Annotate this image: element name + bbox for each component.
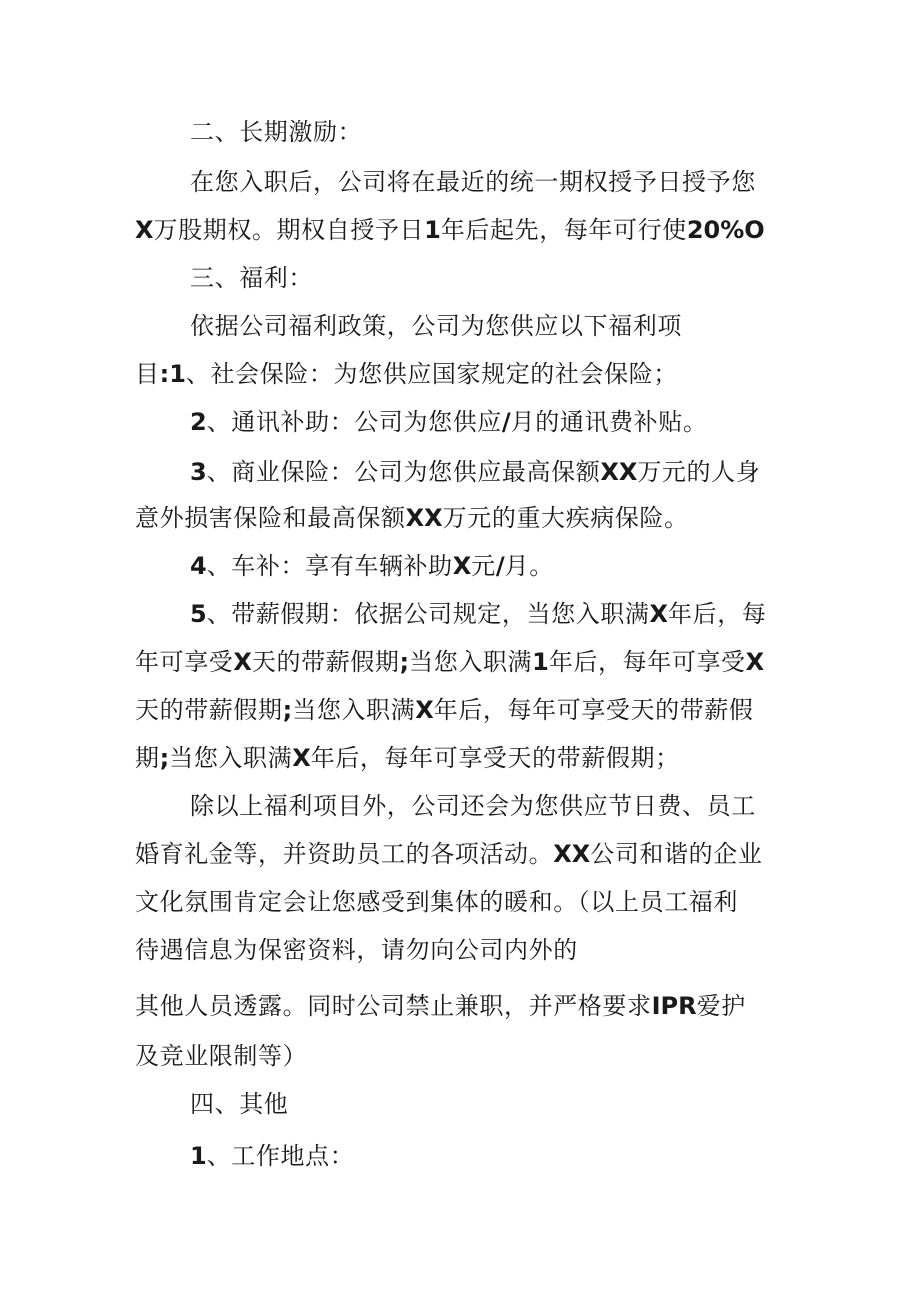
paragraph-line: 待遇信息为保密资料，请勿向公司内外的 bbox=[135, 936, 578, 964]
paragraph-line: 依据公司福利政策，公司为您供应以下福利项 bbox=[190, 312, 682, 340]
paragraph-line: 目:1、社会保险：为您供应国家规定的社会保险； bbox=[135, 360, 678, 388]
list-item-work-location: 1、工作地点： bbox=[190, 1142, 355, 1170]
section-heading-other: 四、其他 bbox=[190, 1090, 289, 1118]
list-item-car-subsidy: 4、车补：享有车辆补助X元/月。 bbox=[190, 552, 554, 580]
list-item-communication-subsidy: 2、通讯补助：公司为您供应/月的通讯费补贴。 bbox=[190, 408, 708, 436]
list-item-commercial-insurance: 3、商业保险：公司为您供应最高保额XX万元的人身 bbox=[190, 458, 761, 486]
paragraph-line: 意外损害保险和最高保额XX万元的重大疾病保险。 bbox=[135, 504, 689, 532]
paragraph-line: 年可享受X天的带薪假期;当您入职满1年后，每年可享受X bbox=[135, 648, 765, 676]
paragraph-line: 及竞业限制等） bbox=[135, 1042, 308, 1070]
paragraph-line: 其他人员透露。同时公司禁止兼职，并严格要求IPR爱护 bbox=[135, 992, 746, 1020]
paragraph-line: 在您入职后，公司将在最近的统一期权授予日授予您 bbox=[190, 168, 756, 196]
paragraph-line: X万股期权。期权自授予日1年后起先，每年可行使20%O bbox=[135, 216, 765, 244]
section-heading-long-term-incentive: 二、长期激励： bbox=[190, 118, 363, 146]
paragraph-line: 天的带薪假期;当您入职满X年后，每年可享受天的带薪假 bbox=[135, 696, 754, 724]
paragraph-line: 文化氛围肯定会让您感受到集体的暖和。（以上员工福利 bbox=[135, 888, 738, 916]
paragraph-line: 期;当您入职满X年后，每年可享受天的带薪假期； bbox=[135, 744, 680, 772]
paragraph-line: 除以上福利项目外，公司还会为您供应节日费、员工 bbox=[190, 792, 756, 820]
section-heading-benefits: 三、福利： bbox=[190, 264, 313, 292]
paragraph-line: 婚育礼金等，并资助员工的各项活动。XX公司和谐的企业 bbox=[135, 840, 763, 868]
list-item-paid-leave: 5、带薪假期：依据公司规定，当您入职满X年后，每 bbox=[190, 600, 767, 628]
